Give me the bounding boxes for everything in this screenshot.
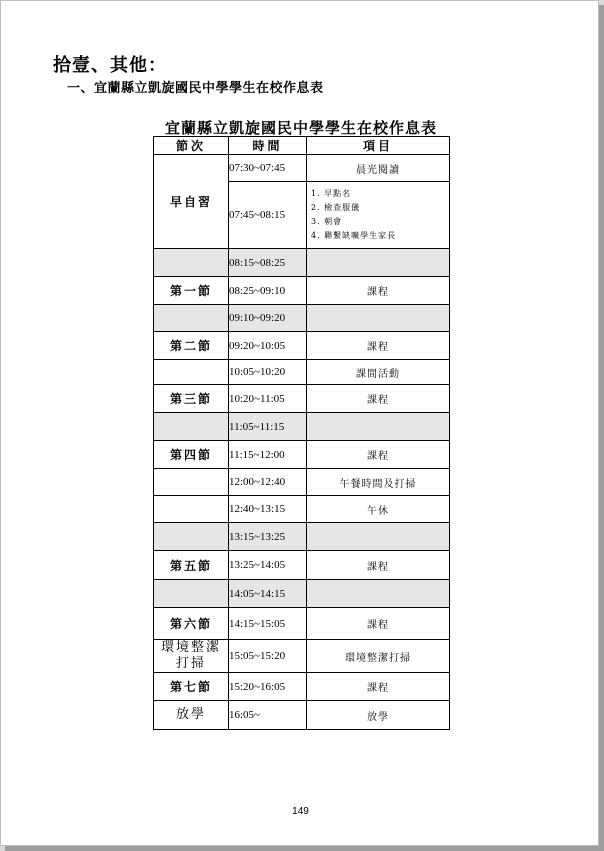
table-row [154,608,450,640]
empty-cell [154,496,229,523]
item-cell: 課程 [307,673,450,701]
table-header-row [154,137,450,155]
item-cell: 課程 [307,332,450,360]
table-row [154,249,450,277]
table-row [154,305,450,332]
table-row [154,673,450,701]
time-cell: 13:15~13:25 [229,523,307,551]
empty-cell [154,249,229,277]
table-row [154,413,450,441]
period-cell: 第三節 [154,385,229,413]
list-item: 4. 聯繫缺曠學生家長 [311,231,397,240]
period-cell: 環境整潔打掃 [154,640,229,673]
time-cell: 10:20~11:05 [229,385,307,413]
period-cell: 第四節 [154,441,229,469]
time-cell: 11:15~12:00 [229,441,307,469]
time-cell: 07:30~07:45 [229,155,307,182]
list-item: 1. 早點名 [311,189,352,198]
table-row [154,551,450,580]
item-cell: 課程 [307,551,450,580]
item-cell: 晨光閱讀 [307,155,450,182]
empty-cell [154,360,229,385]
period-cell: 第一節 [154,277,229,305]
page-number: 149 [292,806,309,817]
time-cell: 14:15~15:05 [229,608,307,640]
empty-cell [154,305,229,332]
empty-cell [154,469,229,496]
time-cell: 11:05~11:15 [229,413,307,441]
item-cell [307,249,450,277]
table-row [154,360,450,385]
table-row [154,441,450,469]
period-cell: 放學 [154,701,229,730]
time-cell: 14:05~14:15 [229,580,307,608]
column-header-time: 時間 [229,137,307,155]
table-title: 宜蘭縣立凱旋國民中學學生在校作息表 [164,119,437,137]
time-cell: 12:00~12:40 [229,469,307,496]
time-cell: 08:25~09:10 [229,277,307,305]
time-cell: 07:45~08:15 [229,182,307,249]
period-cell: 第七節 [154,673,229,701]
period-cell: 早自習 [154,155,229,249]
empty-cell [154,413,229,441]
time-cell: 09:20~10:05 [229,332,307,360]
period-cell: 第二節 [154,332,229,360]
item-cell: 課程 [307,277,450,305]
table-row [154,701,450,730]
table-row [154,469,450,496]
table-row [154,640,450,673]
list-item: 2. 檢查服儀 [311,203,361,212]
section-heading: 拾壹、其他： [53,55,167,76]
item-cell: 環境整潔打掃 [307,640,450,673]
time-cell: 16:05~ [229,701,307,730]
table-row [154,332,450,360]
item-cell: 課間活動 [307,360,450,385]
table-row [154,155,450,182]
table-row [154,580,450,608]
time-cell: 15:05~15:20 [229,640,307,673]
column-header-item: 項目 [307,137,450,155]
schedule-table [153,136,450,730]
table-row [154,496,450,523]
table-row [154,277,450,305]
item-cell [307,523,450,551]
item-cell [307,182,450,249]
empty-cell [154,523,229,551]
time-cell: 12:40~13:15 [229,496,307,523]
period-cell: 第五節 [154,551,229,580]
time-cell: 08:15~08:25 [229,249,307,277]
item-cell: 課程 [307,441,450,469]
item-cell: 課程 [307,608,450,640]
period-cell: 第六節 [154,608,229,640]
time-cell: 10:05~10:20 [229,360,307,385]
item-cell: 課程 [307,385,450,413]
morning-task-list [307,184,449,246]
item-cell [307,305,450,332]
table-row [154,523,450,551]
time-cell: 15:20~16:05 [229,673,307,701]
item-cell: 午休 [307,496,450,523]
item-cell [307,413,450,441]
item-cell: 放學 [307,701,450,730]
item-cell: 午餐時間及打掃 [307,469,450,496]
item-cell [307,580,450,608]
empty-cell [154,580,229,608]
time-cell: 13:25~14:05 [229,551,307,580]
table-row [154,385,450,413]
subsection-heading: 一、宜蘭縣立凱旋國民中學學生在校作息表 [67,81,324,96]
list-item: 3. 朝會 [311,217,343,226]
time-cell: 09:10~09:20 [229,305,307,332]
column-header-period: 節次 [154,137,229,155]
